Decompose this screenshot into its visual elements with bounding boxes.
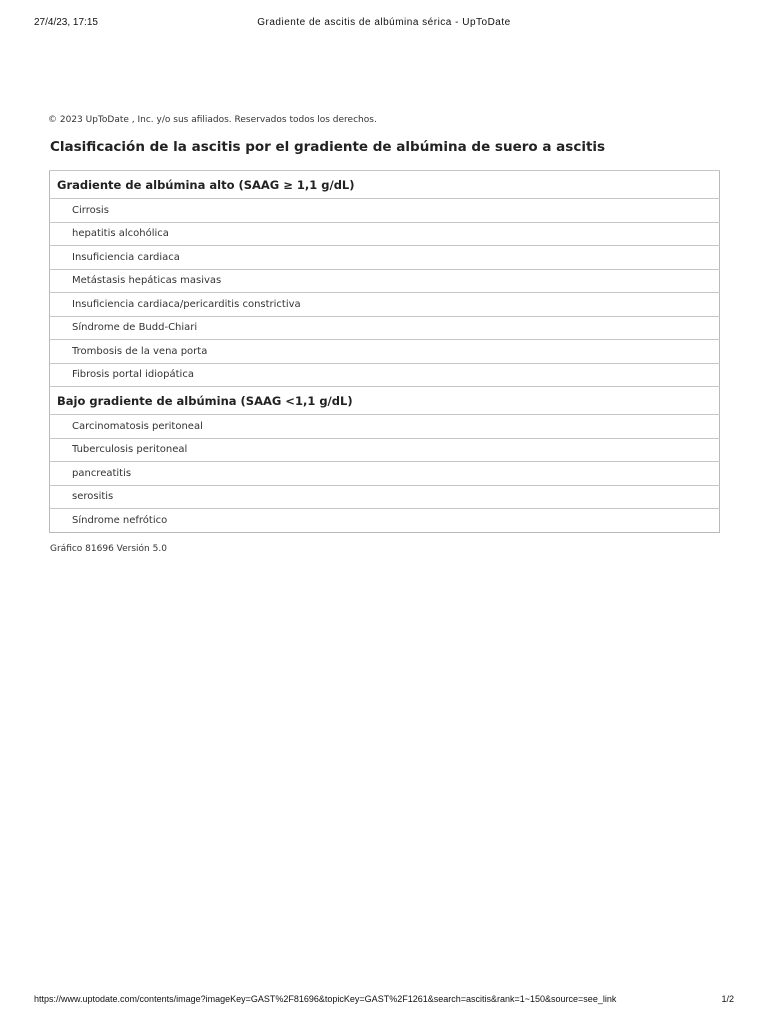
table-cell: pancreatitis (50, 462, 720, 486)
table-row (50, 509, 720, 533)
table-row (50, 415, 720, 439)
table-row (50, 363, 720, 387)
print-footer (34, 994, 734, 1008)
copyright-notice: © 2023 UpToDate , Inc. y/o sus afiliados. Reservados todos los derechos. (48, 115, 377, 125)
table-cell: Síndrome de Budd-Chiari (50, 316, 720, 340)
table-cell: hepatitis alcohólica (50, 222, 720, 246)
saag-classification-table (49, 170, 720, 533)
document-title: Clasificación de la ascitis por el gradiente de albúmina de suero a ascitis (50, 139, 606, 155)
table-cell: Insuficiencia cardiaca (50, 246, 720, 270)
print-header (34, 17, 734, 31)
table-cell: Tuberculosis peritoneal (50, 438, 720, 462)
table-row (50, 269, 720, 293)
table-row (50, 462, 720, 486)
print-url: https://www.uptodate.com/contents/image?imageKey=GAST%2F81696&topicKey=GAST%2F1261&search=ascitis&rank=1~150&source=see_link (34, 994, 617, 1004)
table-cell: Metástasis hepáticas masivas (50, 269, 720, 293)
group-heading: Gradiente de albúmina alto (SAAG ≥ 1,1 g/dL) (50, 171, 720, 199)
table-cell: Carcinomatosis peritoneal (50, 415, 720, 439)
table-row (50, 316, 720, 340)
graphic-version-note: Gráfico 81696 Versión 5.0 (50, 544, 167, 554)
print-datetime: 27/4/23, 17:15 (34, 17, 98, 28)
table-cell: Insuficiencia cardiaca/pericarditis constrictiva (50, 293, 720, 317)
table-row (50, 293, 720, 317)
table-cell: Síndrome nefrótico (50, 509, 720, 533)
print-page-title: Gradiente de ascitis de albúmina sérica - UpToDate (257, 17, 511, 28)
table-cell: Fibrosis portal idiopática (50, 363, 720, 387)
table-group-header-high (50, 171, 720, 199)
group-heading: Bajo gradiente de albúmina (SAAG <1,1 g/dL) (50, 387, 720, 415)
table-row (50, 199, 720, 223)
table-row (50, 222, 720, 246)
table-cell: Cirrosis (50, 199, 720, 223)
table-row (50, 438, 720, 462)
table-row (50, 246, 720, 270)
page-number: 1/2 (721, 994, 734, 1004)
table-cell: Trombosis de la vena porta (50, 340, 720, 364)
table-row (50, 340, 720, 364)
table-row (50, 485, 720, 509)
table-group-header-low (50, 387, 720, 415)
table-cell: serositis (50, 485, 720, 509)
